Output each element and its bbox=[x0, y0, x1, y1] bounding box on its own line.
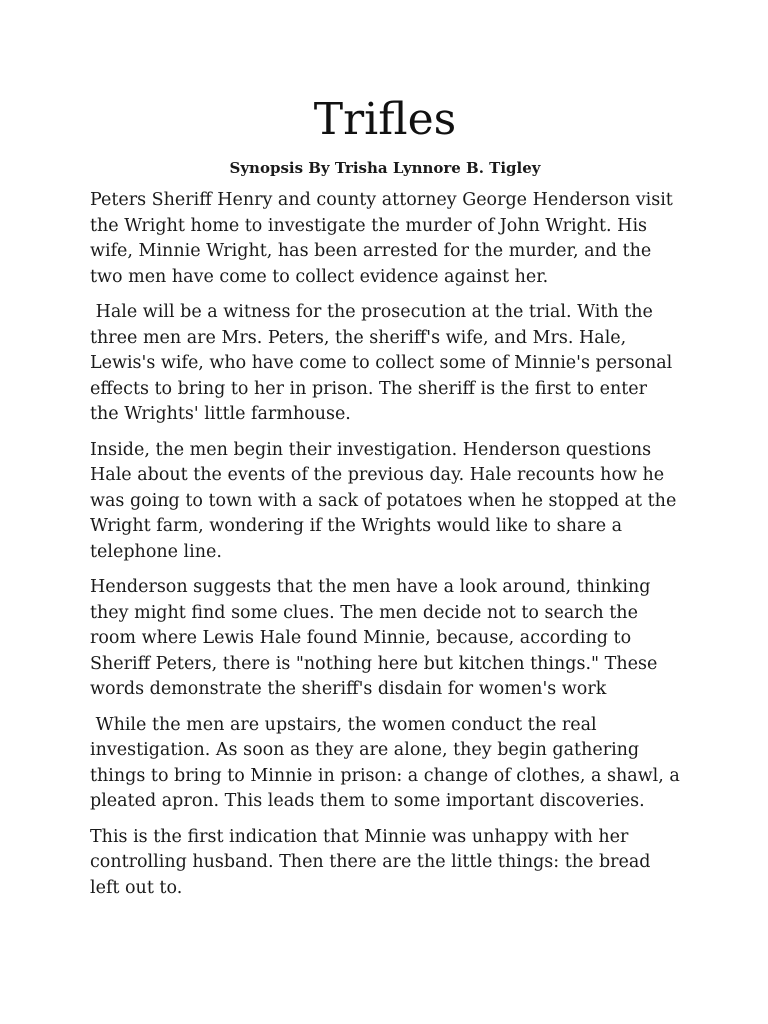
paragraph: Hale will be a witness for the prosecution at the trial. With the three men are Mrs. Peters, the sheriff's wife, and Mrs. Hale, Lewis's wife, who have come to collect some of Minnie's personal effects to bring to her in prison. The sheriff is the first to enter the Wrights' little farmhouse. bbox=[90, 302, 678, 424]
paragraph: This is the first indication that Minnie was unhappy with her controlling husband. Then there are the little things: the bread left out to. bbox=[90, 826, 657, 898]
document-title: Trifles bbox=[313, 94, 457, 145]
paragraph: While the men are upstairs, the women conduct the real investigation. As soon as they are alone, they begin gathering things to bring to Minnie in prison: a change of clothes, a shawl, a pleated apron. This leads them to some important discoveries. bbox=[90, 714, 686, 811]
document-byline: Synopsis By Trisha Lynnore B. Tigley bbox=[229, 159, 541, 177]
paragraph: Peters Sheriff Henry and county attorney George Henderson visit the Wright home to investigate the murder of John Wright. His wife, Minnie Wright, has been arrested for the murder, and the two men have come to collect evidence against her. bbox=[90, 190, 679, 287]
paragraph: Henderson suggests that the men have a look around, thinking they might find some clues. The men decide not to search the room where Lewis Hale found Minnie, because, according to Sheriff Peters, there is "nothing here but kitchen things." These words demonstrate the sheriff's disdain for women's work bbox=[90, 577, 663, 699]
document-body bbox=[90, 188, 686, 901]
paragraph: Inside, the men begin their investigation. Henderson questions Hale about the events of the previous day. Hale recounts how he was going to town with a sack of potatoes when he stopped at the Wright farm, wondering if the Wrights would like to share a telephone line. bbox=[90, 439, 682, 562]
